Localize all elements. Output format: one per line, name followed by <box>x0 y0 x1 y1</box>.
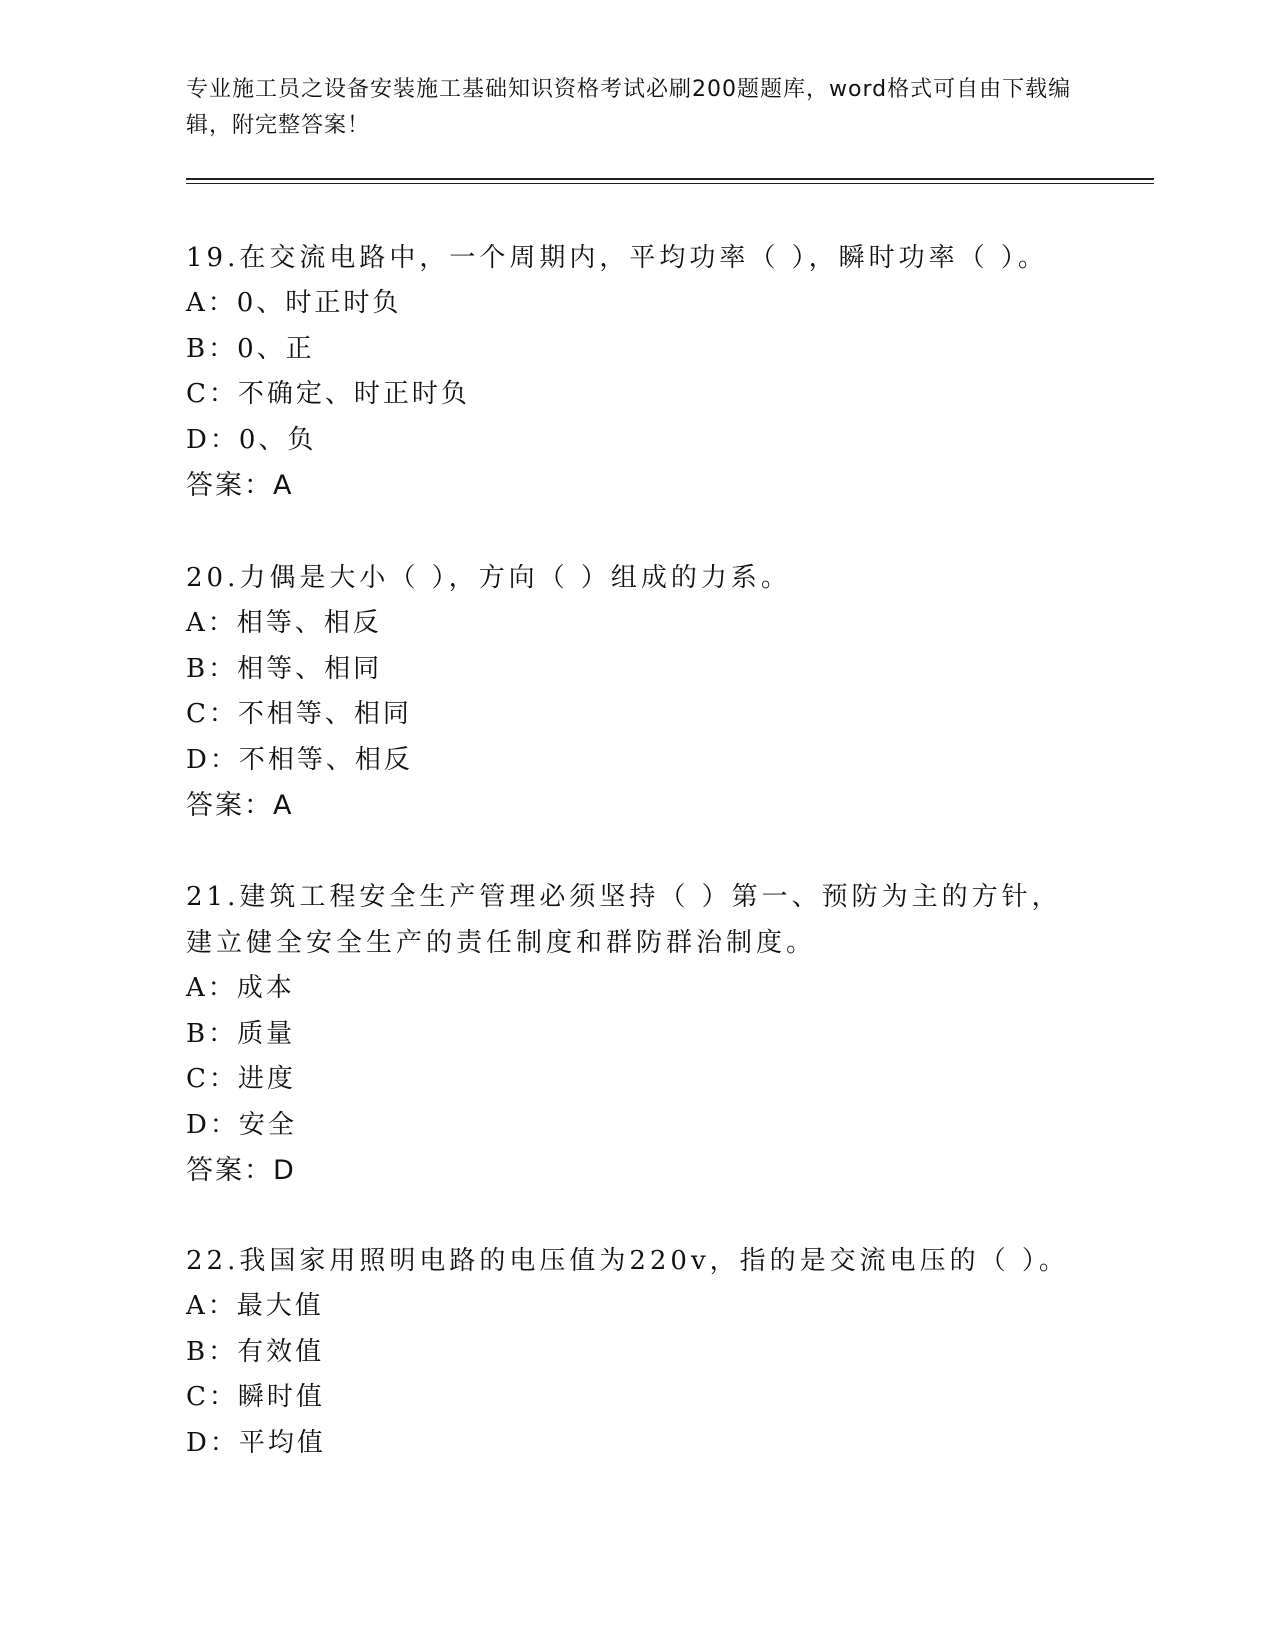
question-stem: 21.建筑工程安全生产管理必须坚持（ ）第一、预防为主的方针，建立健全安全生产的责任制度和群防群治制度。 <box>186 882 1062 958</box>
header-divider <box>186 178 1154 184</box>
answer-line: 答案：A <box>186 790 294 821</box>
option-d: D：0、负 <box>186 424 317 455</box>
answer-line: 答案：D <box>186 1155 296 1186</box>
option-b: B：有效值 <box>186 1336 325 1367</box>
option-a: A：0、时正时负 <box>186 288 402 318</box>
question-stem: 20.力偶是大小（ ），方向（ ）组成的力系。 <box>186 563 791 593</box>
option-d: D：平均值 <box>186 1427 326 1458</box>
document-header: 专业施工员之设备安装施工基础知识资格考试必刷200题题库，word格式可自由下载编辑，附完整答案！ <box>186 77 1072 138</box>
option-c: C：进度 <box>186 1064 296 1094</box>
option-a: A：成本 <box>186 973 295 1003</box>
question-19 <box>186 235 1086 508</box>
answer-line: 答案：A <box>186 470 294 501</box>
option-d: D：不相等、相反 <box>186 744 413 775</box>
question-22 <box>186 1238 1086 1466</box>
option-a: A：最大值 <box>186 1291 324 1321</box>
option-b: B：0、正 <box>186 333 315 364</box>
option-b: B：相等、相同 <box>186 653 383 684</box>
option-c: C：瞬时值 <box>186 1382 325 1412</box>
question-stem: 22.我国家用照明电路的电压值为220v，指的是交流电压的（ ）。 <box>186 1246 1069 1276</box>
question-stem: 19.在交流电路中，一个周期内，平均功率（ ），瞬时功率（ ）。 <box>186 243 1048 273</box>
option-c: C：不相等、相同 <box>186 699 412 729</box>
option-d: D：安全 <box>186 1109 297 1140</box>
question-21 <box>186 874 1086 1193</box>
option-a: A：相等、相反 <box>186 608 382 638</box>
option-c: C：不确定、时正时负 <box>186 379 470 409</box>
option-b: B：质量 <box>186 1018 296 1049</box>
question-20 <box>186 555 1086 828</box>
